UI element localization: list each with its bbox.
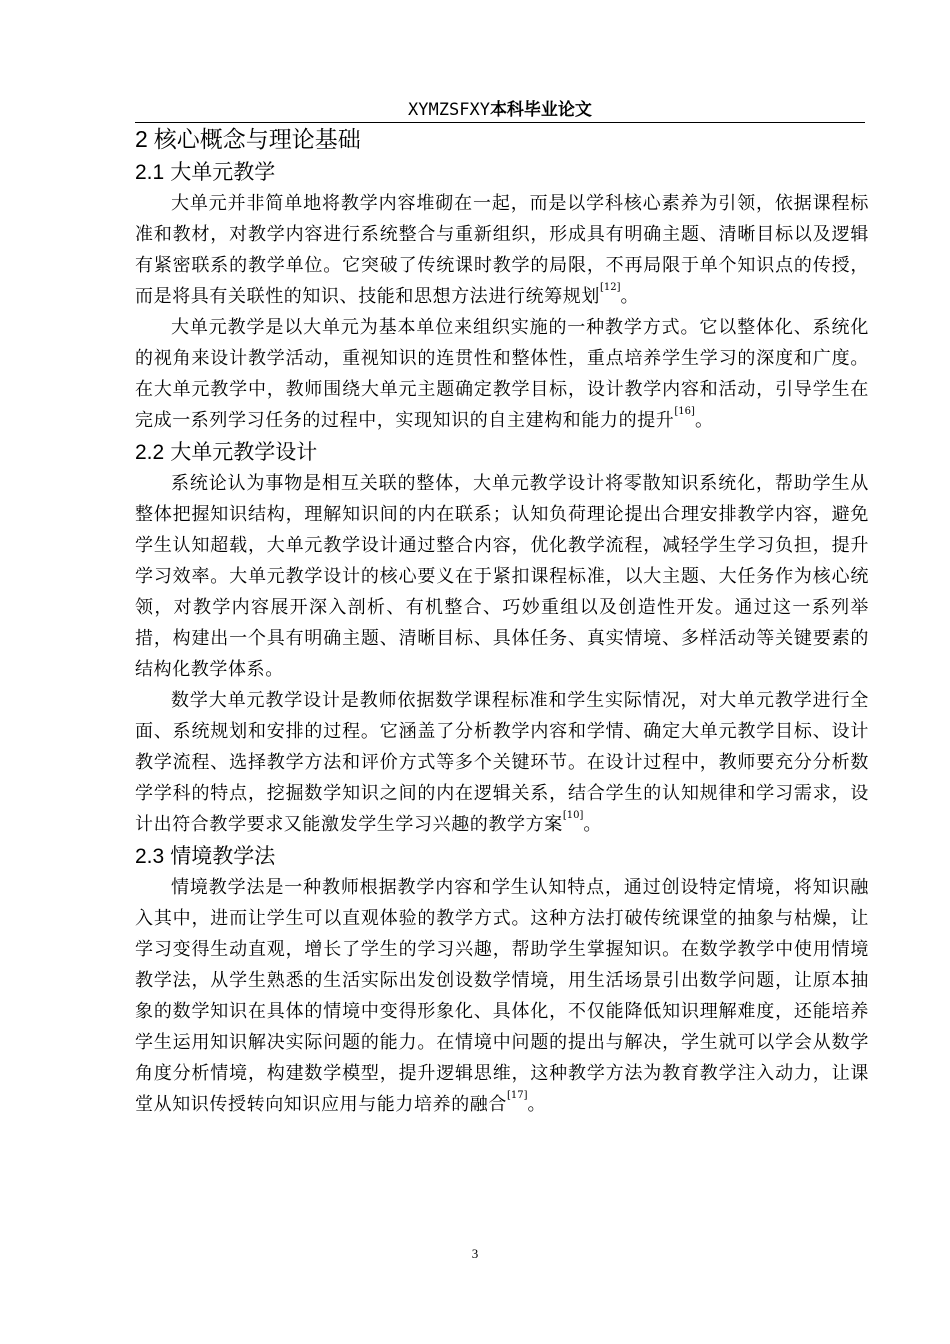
paragraph: 大单元教学是以大单元为基本单位来组织实施的一种教学方式。它以整体化、系统化的视角来设计教学活动，重视知识的连贯性和整体性，重点培养学生学习的深度和广度。在大单元教学中，教师围绕大单元主题确定教学目标，设计教学内容和活动，引导学生在完成一系列学习任务的过程中，实现知识的自主建构和能力的提升[16]。 (135, 317, 869, 431)
header-thesis-label: 本科毕业论文 (489, 100, 592, 120)
chapter-heading (135, 122, 869, 156)
paragraph: 情境教学法是一种教师根据教学内容和学生认知特点，通过创设特定情境，将知识融入其中，进而让学生可以直观体验的教学方式。这种方法打破传统课堂的抽象与枯燥，让学习变得生动直观，增长了学生的学习兴趣，帮助学生掌握知识。在数学教学中使用情境教学法，从学生熟悉的生活实际出发创设数学情境，用生活场景引出数学问题，让原本抽象的数学知识在具体的情境中变得形象化、具体化，不仅能降低知识理解难度，还能培养学生运用知识解决实际问题的能力。在情境中问题的提出与解决，学生就可以学会从数学角度分析情境，构建数学模型，提升逻辑思维，这种教学方法为教育教学注入动力，让课堂从知识传授转向知识应用与能力培养的融合[17]。 (135, 877, 869, 1115)
citation: [16] (674, 406, 695, 417)
page-header (135, 96, 865, 123)
section-title: 大单元教学设计 (170, 440, 318, 464)
chapter-title: 核心概念与理论基础 (153, 127, 361, 153)
section-title: 情境教学法 (170, 844, 276, 868)
section-number: 2.2 (135, 441, 165, 464)
citation: [10] (562, 810, 584, 821)
header-school-code: XYMZSFXY (408, 100, 490, 120)
section-title: 大单元教学 (170, 160, 276, 184)
citation: [17] (507, 1090, 528, 1101)
section-number: 2.3 (135, 845, 165, 868)
paragraph: 数学大单元教学设计是教师依据数学课程标准和学生实际情况，对大单元教学进行全面、系统规划和安排的过程。它涵盖了分析教学内容和学情、确定大单元教学目标、设计教学流程、选择教学方法和评价方式等多个关键环节。在设计过程中，教师要充分分析数学学科的特点，挖掘数学知识之间的内在逻辑关系，结合学生的认知规律和学习需求，设计出符合教学要求又能激发学生学习兴趣的教学方案[10]。 (135, 690, 869, 835)
section-heading-2-2 (135, 436, 869, 468)
chapter-number: 2 (135, 126, 148, 152)
section-heading-2-3 (135, 840, 869, 872)
document-body (135, 122, 869, 1120)
paragraph: 系统论认为事物是相互关联的整体，大单元教学设计将零散知识系统化，帮助学生从整体把握知识结构，理解知识间的内在联系；认知负荷理论提出合理安排教学内容，避免学生认知超载，大单元教学设计通过整合内容，优化教学流程，减轻学生学习负担，提升学习效率。大单元教学设计的核心要义在于紧扣课程标准，以大主题、大任务作为核心统领，对教学内容展开深入剖析、有机整合、巧妙重组以及创造性开发。通过这一系列举措，构建出一个具有明确主题、清晰目标、具体任务、真实情境、多样活动等关键要素的结构化教学体系。 (135, 473, 869, 680)
page-number: 3 (471, 1246, 479, 1261)
citation: [12] (600, 282, 621, 293)
paragraph: 大单元并非简单地将教学内容堆砌在一起，而是以学科核心素养为引领，依据课程标准和教材，对教学内容进行系统整合与重新组织，形成具有明确主题、清晰目标以及逻辑有紧密联系的教学单位。它突破了传统课时教学的局限，不再局限于单个知识点的传授，而是将具有关联性的知识、技能和思想方法进行统筹规划[12]。 (135, 193, 869, 307)
section-number: 2.1 (135, 161, 165, 184)
section-heading-2-1 (135, 156, 869, 188)
